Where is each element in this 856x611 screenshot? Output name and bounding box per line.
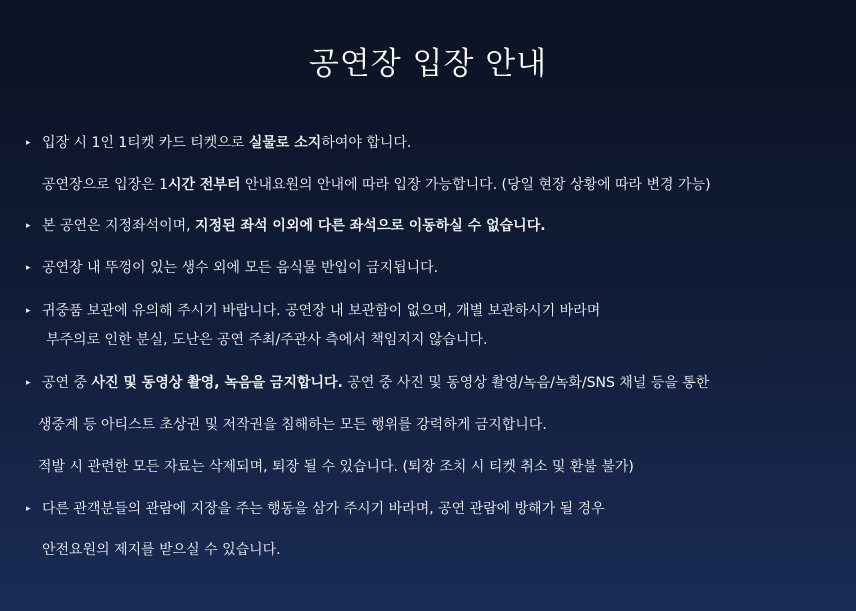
notice-item-entry-time (42, 176, 711, 194)
bullet-icon: ▸ (26, 306, 31, 316)
notice-text: 적발 시 관련한 모든 자료는 삭제되며, 퇴장 될 수 있습니다. (퇴장 조치 시 티켓 취소 및 환불 불가) (38, 459, 634, 475)
notice-text: 안내요원의 안내에 따라 입장 가능합니다. (당일 현장 상황에 따라 변경 가능) (240, 177, 711, 193)
bullet-icon: ▸ (26, 263, 31, 273)
notice-text: 본 공연은 지정좌석이며, (42, 218, 196, 234)
notice-text: 부주의로 인한 분실, 도난은 공연 주최/주관사 측에서 책임지지 않습니다. (46, 332, 488, 348)
notice-item-recording-cont (38, 416, 547, 434)
notice-item-valuables-cont (46, 331, 487, 349)
notice-item-recording-penalty (38, 458, 634, 476)
notice-emphasis: 시간 전부터 (168, 177, 241, 193)
bullet-icon: ▸ (26, 138, 31, 148)
notice-item-valuables (42, 302, 600, 320)
bullet-icon: ▸ (26, 378, 31, 388)
notice-item-behavior (42, 500, 605, 518)
notice-text: 공연장 내 뚜껑이 있는 생수 외에 모든 음식물 반입이 금지됩니다. (42, 260, 439, 276)
notice-item-food (42, 259, 438, 277)
page-title: 공연장 입장 안내 (308, 46, 548, 82)
notice-text: 하여야 합니다. (321, 135, 412, 151)
notice-text: 입장 시 1인 1티켓 카드 티켓으로 (42, 135, 249, 151)
notice-text: 안전요원의 제지를 받으실 수 있습니다. (42, 542, 281, 558)
notice-item-seating (42, 217, 546, 235)
notice-text: 공연장으로 입장은 1 (42, 177, 168, 193)
notice-item-behavior-cont (42, 541, 281, 559)
notice-emphasis: 실물로 소지 (248, 135, 322, 151)
notice-text: 공연 중 사진 및 동영상 촬영/녹음/녹화/SNS 채널 등을 통한 (342, 375, 710, 391)
notice-item-ticket (42, 134, 411, 152)
bullet-icon: ▸ (26, 221, 31, 231)
notice-text: 공연 중 (42, 375, 92, 391)
notice-emphasis: 사진 및 동영상 촬영, 녹음을 금지합니다. (91, 375, 343, 391)
notice-text: 다른 관객분들의 관람에 지장을 주는 행동을 삼가 주시기 바라며, 공연 관람에 방해가 될 경우 (42, 501, 605, 517)
notice-text: 귀중품 보관에 유의해 주시기 바랍니다. 공연장 내 보관함이 없으며, 개별 보관하시기 바라며 (42, 303, 601, 319)
notice-text: 생중계 등 아티스트 초상권 및 저작권을 침해하는 모든 행위를 강력하게 금지합니다. (38, 417, 547, 433)
notice-item-recording (42, 374, 709, 392)
notice-emphasis: 지정된 좌석 이외에 다른 좌석으로 이동하실 수 없습니다. (195, 218, 546, 234)
bullet-icon: ▸ (26, 504, 31, 514)
